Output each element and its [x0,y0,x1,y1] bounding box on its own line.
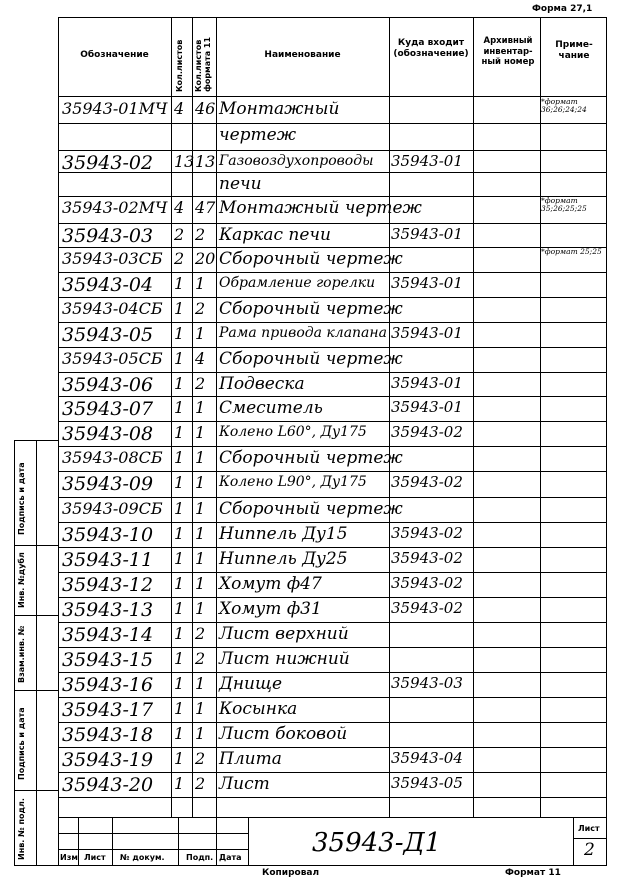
cell-format11: 1 [195,724,206,743]
title-sheet-label: Лист [578,824,600,833]
cell-designation: 35943-16 [62,674,154,696]
title-col-1 [78,817,79,865]
cell-sheets: 1 [174,473,185,492]
cell-format11: 13 [195,152,216,171]
cell-where-used: 35943-04 [391,749,463,767]
cell-name: Хомут ф31 [219,599,322,619]
row-divider [58,150,607,151]
row-divider [58,396,607,397]
cell-format11: 2 [195,649,206,668]
cell-where-used: 35943-01 [391,374,463,392]
cell-format11: 2 [195,749,206,768]
cell-name: Сборочный чертеж [219,249,403,269]
cell-sheets: 1 [174,724,185,743]
cell-sheets: 1 [174,448,185,467]
cell-format11: 2 [195,374,206,393]
cell-designation: 35943-10 [62,524,154,546]
cell-sheets: 1 [174,499,185,518]
cell-where-used: 35943-02 [391,549,463,567]
row-divider [58,347,607,348]
cell-name: Сборочный чертеж [219,499,403,519]
cell-format11: 46 [195,99,216,118]
side-label-inv-orig: Инв. № подл. [17,798,26,860]
cell-format11: 2 [195,225,206,244]
cell-designation: 35943-15 [62,649,154,671]
cell-remark: *формат 36;26;24;24 [541,97,587,114]
side-label-sign-date-2: Подпись и дата [17,462,26,535]
title-col-6 [573,817,574,865]
cell-designation: 35943-04 [62,274,154,296]
row-divider [58,497,607,498]
cell-format11: 1 [195,549,206,568]
cell-name: Ниппель Ду15 [219,524,348,544]
cell-name: Сборочный чертеж [219,448,403,468]
cell-sheets: 1 [174,349,185,368]
cell-name: Монтажный [219,99,340,119]
row-divider [58,297,607,298]
cell-sheets: 13 [174,152,195,171]
frame-bottom [14,865,607,866]
cell-designation: 35943-04СБ [62,299,163,318]
cell-format11: 1 [195,699,206,718]
frame-right [606,17,607,865]
cell-sheets: 1 [174,524,185,543]
cell-designation: 35943-09 [62,473,154,495]
row-divider [58,547,607,548]
cell-where-used: 35943-01 [391,274,463,292]
title-block-row-2 [58,849,248,850]
cell-name: Газовоздухопроводы [219,153,374,169]
cell-format11: 2 [195,299,206,318]
cell-format11: 1 [195,473,206,492]
cell-designation: 35943-12 [62,574,154,596]
cell-name: Подвеска [219,374,305,394]
cell-name: Плита [219,749,282,769]
cell-format11: 1 [195,274,206,293]
title-block-top [58,817,607,818]
row-divider [58,247,607,248]
cell-format11: 1 [195,674,206,693]
title-sheet-divider [573,838,607,839]
cell-designation: 35943-02 [62,152,154,174]
title-col-2 [112,817,113,865]
side-frame-outer [14,440,15,865]
cell-name: Колено L90°, Ду175 [219,474,367,490]
row-divider [58,421,607,422]
cell-where-used: 35943-01 [391,398,463,416]
cell-format11: 1 [195,448,206,467]
title-col-sheet: Лист [84,853,106,862]
cell-designation: 35943-07 [62,398,154,420]
row-divider [58,372,607,373]
cell-name: Хомут ф47 [219,574,322,594]
row-divider [58,322,607,323]
row-divider [58,747,607,748]
cell-sheets: 1 [174,274,185,293]
cell-sheets: 1 [174,374,185,393]
side-div-2 [14,615,58,616]
header-designation: Обозначение [80,50,149,60]
row-divider [58,622,607,623]
cell-name: чертеж [219,125,297,145]
cell-format11: 1 [195,398,206,417]
cell-format11: 1 [195,423,206,442]
cell-where-used: 35943-02 [391,473,463,491]
side-div-4 [14,790,58,791]
title-col-sign: Подп. [186,853,214,862]
cell-format11: 1 [195,324,206,343]
cell-name: Монтажный чертеж [219,198,422,218]
document-code: 35943-Д1 [312,828,442,858]
cell-format11: 1 [195,524,206,543]
title-col-4 [216,817,217,865]
cell-where-used: 35943-03 [391,674,463,692]
cell-designation: 35943-06 [62,374,154,396]
title-block-row-1 [58,833,248,834]
side-label-replaced-inv: Взам.инв. № [17,625,26,683]
cell-sheets: 1 [174,774,185,793]
footer-copied: Копировал [262,868,320,878]
cell-designation: 35943-03 [62,225,154,247]
cell-format11: 2 [195,624,206,643]
row-divider [58,772,607,773]
cell-name: Лист нижний [219,649,350,669]
cell-sheets: 1 [174,749,185,768]
side-label-inv-dup: Инв. №дубл [17,552,26,608]
side-frame-top [14,440,58,441]
cell-where-used: 35943-02 [391,423,463,441]
side-div-3 [14,690,58,691]
row-divider [58,697,607,698]
title-sheet-number: 2 [584,840,595,860]
cell-designation: 35943-14 [62,624,154,646]
cell-name: Лист [219,774,270,794]
cell-designation: 35943-05 [62,324,154,346]
form-label: Форма 27,1 [532,4,593,14]
row-divider [58,572,607,573]
cell-sheets: 2 [174,225,185,244]
cell-sheets: 2 [174,249,185,268]
title-col-date: Дата [219,853,242,862]
side-label-sign-date-1: Подпись и дата [17,707,26,780]
title-col-change: Изм [60,853,78,862]
header-name: Наименование [264,50,341,60]
cell-name: Ниппель Ду25 [219,549,348,569]
cell-designation: 35943-09СБ [62,499,163,518]
cell-designation: 35943-19 [62,749,154,771]
header-archive-number: Архивный инвентар-ный номер [481,36,535,68]
cell-designation: 35943-03СБ [62,249,163,268]
frame-left [58,17,59,865]
cell-where-used: 35943-01 [391,152,463,170]
cell-name: Каркас печи [219,225,331,245]
cell-name: Днище [219,674,283,694]
row-divider [58,196,607,197]
cell-name: Сборочный чертеж [219,299,403,319]
cell-designation: 35943-18 [62,724,154,746]
cell-sheets: 1 [174,574,185,593]
cell-name: Обрамление горелки [219,275,376,291]
cell-name: Рама привода клапана [219,325,387,341]
cell-designation: 35943-17 [62,699,154,721]
row-divider [58,446,607,447]
row-divider [58,471,607,472]
row-divider [58,522,607,523]
cell-where-used: 35943-01 [391,324,463,342]
cell-sheets: 1 [174,699,185,718]
cell-where-used: 35943-02 [391,574,463,592]
cell-designation: 35943-20 [62,774,154,796]
cell-sheets: 1 [174,599,185,618]
row-divider [58,722,607,723]
title-col-doc: № докум. [120,853,165,862]
cell-designation: 35943-05СБ [62,349,163,368]
cell-designation: 35943-08 [62,423,154,445]
title-col-5 [248,817,249,865]
header-where-used: Куда входит (обозначение) [393,38,469,60]
cell-where-used: 35943-01 [391,225,463,243]
side-frame-inner [36,440,37,865]
title-col-3 [178,817,179,865]
row-divider [58,123,607,124]
cell-format11: 1 [195,499,206,518]
row-divider [58,272,607,273]
cell-name: Лист верхний [219,624,349,644]
cell-sheets: 1 [174,299,185,318]
cell-name: Косынка [219,699,298,719]
cell-remark: *формат 35;26;25;25 [541,196,587,213]
footer-format: Формат 11 [505,868,561,878]
row-divider [58,797,607,798]
header-remarks: Приме-чание [555,40,593,62]
cell-name: Смеситель [219,398,323,418]
cell-name: Сборочный чертеж [219,349,403,369]
row-divider [58,597,607,598]
cell-sheets: 4 [174,99,185,118]
header-divider [58,96,607,97]
cell-format11: 20 [195,249,216,268]
cell-name: печи [219,174,262,194]
header-sheet-count-format11: Кол.листов формата 11 [194,36,212,92]
cell-designation: 35943-01МЧ [62,99,168,118]
cell-format11: 47 [195,198,216,217]
cell-format11: 2 [195,774,206,793]
cell-sheets: 1 [174,549,185,568]
cell-designation: 35943-02МЧ [62,198,168,217]
cell-sheets: 1 [174,624,185,643]
row-divider [58,672,607,673]
cell-name: Лист боковой [219,724,348,744]
cell-designation: 35943-08СБ [62,448,163,467]
cell-format11: 1 [195,599,206,618]
cell-format11: 4 [195,349,206,368]
cell-sheets: 1 [174,649,185,668]
header-sheet-count: Кол.листов [175,39,184,92]
cell-sheets: 4 [174,198,185,217]
cell-remark: *формат 25;25 [541,247,602,256]
cell-sheets: 1 [174,423,185,442]
row-divider [58,647,607,648]
cell-designation: 35943-13 [62,599,154,621]
cell-name: Колено L60°, Ду175 [219,424,367,440]
cell-where-used: 35943-02 [391,524,463,542]
cell-designation: 35943-11 [62,549,154,571]
cell-format11: 1 [195,574,206,593]
cell-sheets: 1 [174,674,185,693]
cell-sheets: 1 [174,324,185,343]
cell-sheets: 1 [174,398,185,417]
row-divider [58,223,607,224]
cell-where-used: 35943-02 [391,599,463,617]
side-div-1 [14,545,58,546]
cell-where-used: 35943-05 [391,774,463,792]
frame-top [58,17,607,18]
